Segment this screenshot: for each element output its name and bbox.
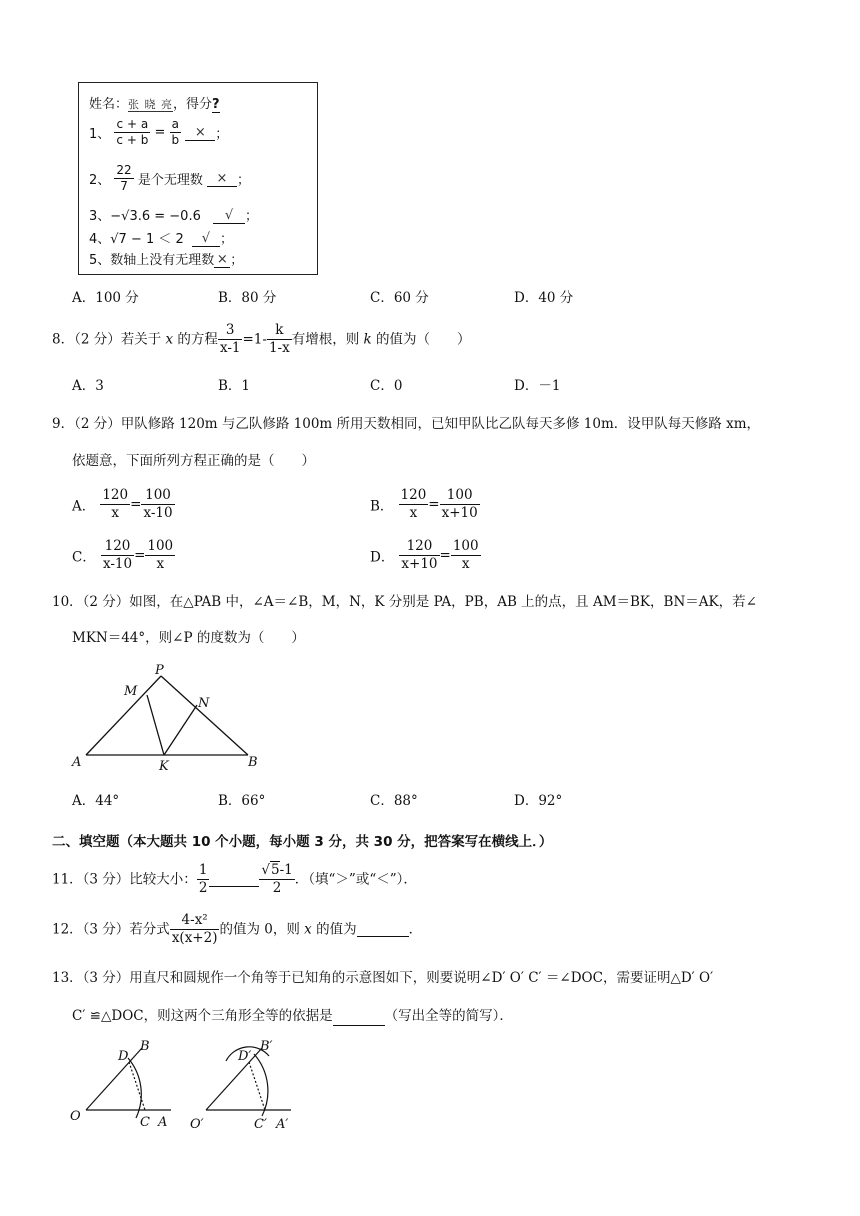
point-p-label: P: [155, 663, 164, 678]
q10-triangle-figure: [68, 662, 268, 774]
label-b-prime: B′: [260, 1039, 273, 1054]
denominator: x(x+2): [171, 930, 218, 946]
denominator: x: [156, 556, 165, 572]
point-a-label: A: [72, 755, 82, 770]
point-n-label: N: [198, 696, 210, 711]
label-a: A: [158, 1115, 168, 1130]
fraction: [101, 538, 134, 573]
card-name-line: [89, 93, 220, 112]
wrong-mark-icon: ×: [214, 252, 230, 268]
segment-kn: [164, 705, 197, 755]
denominator: x: [461, 556, 470, 572]
semicolon: ；: [215, 127, 229, 142]
q7-option-a[interactable]: A．100 分: [72, 290, 139, 306]
label-o: O: [70, 1109, 81, 1124]
denominator: x-10: [102, 556, 133, 572]
q12-text: ．: [408, 921, 423, 938]
numerator: 100: [452, 538, 479, 554]
score-value: ?: [212, 97, 220, 112]
segment-mk: [147, 695, 164, 755]
score-label: ，得分: [173, 97, 213, 112]
point-m-label: M: [124, 684, 138, 699]
option-label: B．: [370, 498, 394, 515]
card-line-5: [89, 249, 243, 268]
numerator: 120: [400, 487, 427, 503]
arc: [128, 1058, 141, 1118]
q7-option-b[interactable]: B．80 分: [218, 290, 277, 306]
ray-ob: [86, 1048, 142, 1110]
label-o-prime: O′: [190, 1117, 204, 1132]
numerator: c + a: [114, 117, 150, 133]
q11-text: ．（填“＞”或“＜”）．: [294, 871, 417, 888]
denominator: x-1: [219, 340, 241, 356]
label-c-prime: C′: [254, 1117, 267, 1132]
q13-compass-figure: [66, 1036, 306, 1132]
q12-text: 的值为 0，则: [219, 921, 305, 938]
equals-sign: =: [134, 547, 146, 564]
fraction: [100, 487, 130, 522]
numerator: 4-x²: [170, 912, 220, 930]
semicolon: ；: [219, 232, 233, 247]
q8-text: 的值为（ ）: [371, 331, 471, 348]
equals-sign: =1-: [242, 331, 267, 348]
check-mark-icon: √: [192, 231, 220, 247]
var-k: k: [363, 331, 372, 348]
dashed-dc-prime: [249, 1062, 265, 1110]
q9-option-d[interactable]: [370, 538, 481, 573]
numerator: a: [170, 117, 182, 133]
dashed-dc: [129, 1062, 145, 1110]
card-text: 5、数轴上没有无理数: [89, 253, 215, 268]
fraction: [218, 322, 243, 357]
q11-text: 11．（3 分）比较大小：: [52, 871, 197, 888]
label-d: D: [118, 1049, 129, 1064]
q10-stem-line2: MKN＝44°，则∠P 的度数为（ ）: [72, 630, 305, 646]
fraction: [145, 538, 175, 573]
equals-sign: =: [439, 547, 451, 564]
q13-stem-line1: 13．（3 分）用直尺和圆规作一个角等于已知角的示意图如下，则要说明∠D′ O′ C′ ＝∠DOC，需要证明△D′ O′: [52, 970, 714, 986]
q9-stem-line2: 依题意，下面所列方程正确的是（ ）: [72, 453, 315, 469]
denominator: 2: [198, 880, 208, 896]
q12-text: 12．（3 分）若分式: [52, 921, 170, 938]
equals-sign: =: [428, 496, 440, 513]
ray-ob-prime: [206, 1048, 262, 1110]
section-heading: 二、填空题（本大题共 10 个小题，每小题 3 分，共 30 分，把答案写在横线上．）: [52, 834, 553, 850]
answer-blank[interactable]: [333, 1011, 385, 1026]
denominator: x+10: [401, 556, 438, 572]
semicolon: ；: [236, 173, 250, 188]
q9-option-b[interactable]: [370, 487, 480, 522]
wrong-mark-icon: ×: [207, 171, 237, 187]
denominator: b: [171, 133, 180, 147]
q10-stem-line1: 10．（2 分）如图，在△PAB 中，∠A＝∠B，M，N，K 分别是 PA，PB，AB 上的点，且 AM＝BK，BN＝AK，若∠: [52, 594, 757, 610]
numerator: 100: [440, 487, 480, 505]
card-item-number: 2、: [89, 173, 111, 188]
point-k-label: K: [159, 759, 169, 774]
var-x: x: [304, 921, 312, 938]
denominator: x+10: [441, 505, 478, 521]
card-line-4: [89, 228, 233, 247]
denominator: x: [111, 505, 120, 521]
card-line-3: [89, 205, 258, 224]
q8-option-b[interactable]: B．1: [218, 378, 251, 394]
card-line-1: [89, 117, 228, 148]
semicolon: ；: [245, 209, 259, 224]
numerator: 120: [399, 538, 439, 556]
answer-blank[interactable]: [209, 872, 259, 887]
q10-option-a[interactable]: A．44°: [72, 793, 120, 809]
option-label: C．: [72, 549, 96, 566]
card-line-2: [89, 163, 250, 194]
semicolon: ；: [230, 253, 244, 268]
q9-option-c[interactable]: [72, 538, 175, 573]
option-label: A．: [72, 498, 96, 515]
fraction: [399, 487, 429, 522]
fraction: [399, 538, 439, 573]
label-a-prime: A′: [276, 1117, 289, 1132]
label-b: B: [140, 1039, 150, 1054]
denominator: x-10: [143, 505, 173, 521]
numerator: 120: [102, 487, 129, 503]
q8-text: 有增根，则: [291, 331, 364, 348]
q8-stem: [52, 322, 470, 357]
q12-text: 的值为: [311, 921, 357, 938]
radicand: 5: [271, 862, 280, 878]
card-text: 4、√7 − 1 ＜ 2: [89, 232, 184, 247]
label-d-prime: D′: [238, 1049, 252, 1064]
numerator-rest: -1: [279, 862, 293, 878]
fraction: [197, 862, 210, 897]
equals-sign: =: [154, 125, 166, 140]
numerator: 3: [218, 322, 243, 340]
q9-stem-line1: 9．（2 分）甲队修路 120m 与乙队修路 100m 所用天数相同，已知甲队比乙队每天多修 10m．设甲队每天修路 xm，: [52, 416, 760, 432]
equals-sign: =: [130, 496, 142, 513]
numerator: 22: [116, 163, 132, 177]
q8-option-a[interactable]: A．3: [72, 378, 104, 394]
var-x: x: [165, 331, 174, 348]
numerator: 1: [198, 862, 208, 878]
fraction: [170, 117, 182, 148]
fraction: [114, 163, 133, 194]
q13-text: （写出全等的简写）．: [384, 1008, 513, 1024]
denominator: c + b: [116, 133, 149, 147]
fraction: [114, 117, 150, 148]
q12-stem: [52, 912, 422, 947]
card-text: 3、−√3.6 = −0.6: [89, 209, 201, 224]
numerator: k: [267, 322, 292, 340]
q10-option-d[interactable]: D．92°: [514, 793, 563, 809]
answer-card-image: [78, 82, 318, 275]
q8-text: 的方程: [173, 331, 218, 348]
option-label: D．: [370, 549, 395, 566]
fraction: [440, 487, 480, 522]
numerator: 100: [147, 538, 174, 554]
numerator: 100: [141, 487, 174, 505]
wrong-mark-icon: ×: [185, 125, 215, 141]
card-text: 是个无理数: [137, 173, 207, 188]
sqrt-sign: √: [261, 862, 271, 878]
q7-option-c[interactable]: C．60 分: [370, 290, 429, 306]
denominator: 1-x: [268, 340, 290, 356]
q7-option-d[interactable]: D．40 分: [514, 290, 574, 306]
point-b-label: B: [248, 755, 258, 770]
q9-option-a[interactable]: [72, 487, 175, 522]
side-pb: [161, 676, 248, 755]
denominator: 7: [120, 179, 128, 193]
fraction: [170, 912, 220, 947]
name-label: 姓名：: [89, 97, 129, 112]
fraction: [141, 487, 174, 522]
numerator: 120: [101, 538, 134, 556]
q13-text: C′ ≌△DOC，则这两个三角形全等的依据是: [72, 1008, 333, 1024]
q11-stem: [52, 862, 417, 897]
q13-stem-line2: [72, 1006, 513, 1026]
denominator: x: [409, 505, 418, 521]
label-c: C: [140, 1115, 150, 1130]
q8-option-d[interactable]: D．－1: [514, 378, 561, 394]
q8-option-c[interactable]: C．0: [370, 378, 403, 394]
q10-option-c[interactable]: C．88°: [370, 793, 418, 809]
fraction: [267, 322, 292, 357]
denominator: 2: [272, 880, 282, 896]
check-mark-icon: √: [213, 208, 245, 224]
q10-option-b[interactable]: B．66°: [218, 793, 266, 809]
fraction: [451, 538, 481, 573]
q8-text: 8．（2 分）若关于: [52, 331, 166, 348]
card-item-number: 1、: [89, 127, 111, 142]
answer-blank[interactable]: [357, 922, 409, 937]
student-name: 张 晓 亮: [128, 98, 174, 111]
fraction: [259, 862, 294, 897]
